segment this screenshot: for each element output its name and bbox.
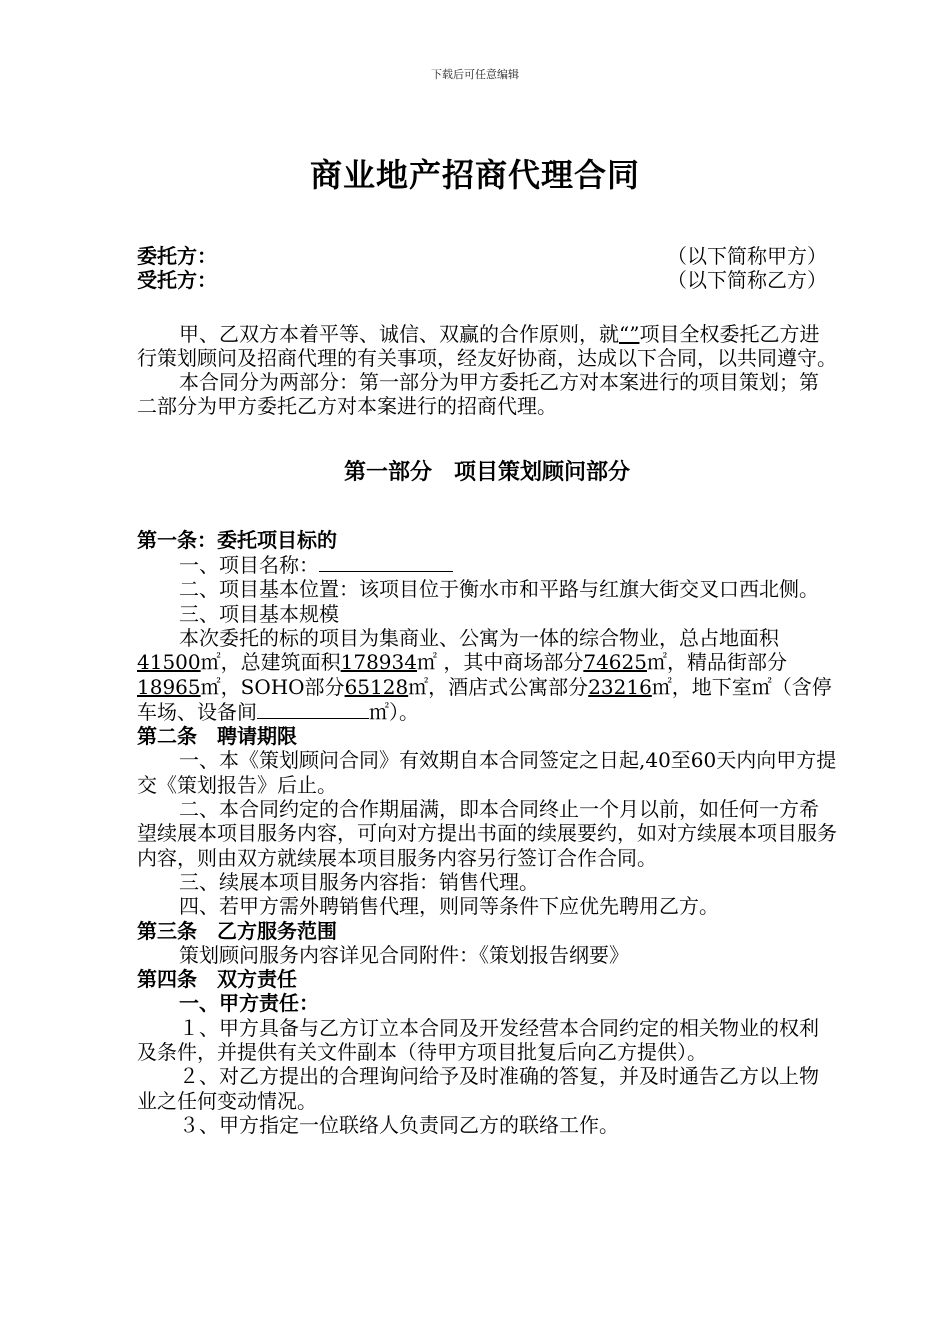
article-1-item-2: 二、项目基本位置：该项目位于衡水市和平路与红旗大街交叉口西北侧。 bbox=[179, 577, 819, 602]
scale-text-d: ㎡，精品街部分 bbox=[646, 650, 787, 675]
article-2-heading: 第二条 聘请期限 bbox=[137, 724, 297, 749]
scale-text-b: ㎡，总建筑面积 bbox=[200, 650, 341, 675]
area-total-land: 41500 bbox=[137, 650, 201, 675]
party-client-note: （以下简称甲方） bbox=[667, 244, 827, 268]
article-1-heading: 第一条：委托项目标的 bbox=[137, 527, 337, 552]
scale-text-h: ㎡）。 bbox=[369, 699, 419, 724]
intro-text-b: 项目全权委托乙方进行策划顾问及招商代理的有关事项，经友好协商，达成以下合同，以共同遵守。 bbox=[137, 321, 837, 370]
scale-text-g: ㎡，地下室㎡（含停车场、设备间 bbox=[137, 674, 832, 724]
article-3-heading: 第三条 乙方服务范围 bbox=[137, 918, 337, 943]
scale-text-a: 本次委托的标的项目为集商业、公寓为一体的综合物业，总占地面积 bbox=[179, 625, 779, 650]
document-body bbox=[137, 244, 837, 1137]
party-client bbox=[137, 244, 837, 268]
area-total-build: 178934 bbox=[340, 650, 417, 675]
area-mall: 74625 bbox=[583, 650, 647, 675]
scale-text-c: ㎡ ，其中商场部分 bbox=[416, 650, 584, 675]
area-soho: 65128 bbox=[344, 674, 409, 699]
project-name-blank bbox=[319, 552, 453, 572]
scale-text-e: ㎡，SOHO部分 bbox=[200, 674, 345, 699]
project-name-label: 一、项目名称： bbox=[179, 553, 319, 578]
intro-paragraph-1 bbox=[137, 322, 837, 371]
basement-area-blank bbox=[257, 699, 369, 719]
part-one-title: 第一部分 项目策划顾问部分 bbox=[343, 459, 630, 485]
party-agent bbox=[137, 268, 837, 292]
party-agent-note: （以下简称乙方） bbox=[667, 268, 827, 293]
page-title: 商业地产招商代理合同 bbox=[309, 156, 640, 194]
article-2-item-1: 一、本《策划顾问合同》有效期自本合同签定之日起,40至60天内向甲方提交《策划报告》后止。 bbox=[137, 748, 837, 797]
intro-text-a: 甲、乙双方本着平等、诚信、双赢的合作原则，就 bbox=[179, 321, 619, 346]
article-4-item-3: ３、甲方指定一位联络人负责同乙方的联络工作。 bbox=[179, 1112, 619, 1137]
article-4-sub-heading: 一、甲方责任： bbox=[179, 991, 319, 1016]
article-1-item-3: 三、项目基本规模 bbox=[179, 601, 339, 626]
party-agent-label: 受托方： bbox=[137, 268, 217, 293]
scale-text-f: ㎡，酒店式公寓部分 bbox=[408, 674, 589, 699]
article-4-item-1: １、甲方具备与乙方订立本合同及开发经营本合同约定的相关物业的权利及条件，并提供有关文件副本（待甲方项目批复后向乙方提供）。 bbox=[137, 1015, 819, 1065]
project-name-quote: “” bbox=[619, 321, 640, 346]
article-2-item-4: 四、若甲方需外聘销售代理，则同等条件下应优先聘用乙方。 bbox=[179, 894, 719, 919]
party-client-label: 委托方： bbox=[137, 244, 217, 268]
article-1-item-1 bbox=[137, 552, 837, 577]
header-note: 下载后可任意编辑 bbox=[431, 68, 519, 81]
article-4-item-2: ２、对乙方提出的合理询问给予及时准确的答复，并及时通告乙方以上物业之任何变动情况。 bbox=[137, 1064, 819, 1113]
area-street: 18965 bbox=[137, 674, 201, 699]
article-3-item-1: 策划顾问服务内容详见合同附件：《策划报告纲要》 bbox=[179, 942, 629, 967]
article-2-item-3: 三、续展本项目服务内容指：销售代理。 bbox=[179, 869, 539, 894]
article-1-scale-paragraph bbox=[137, 626, 837, 724]
area-hotel: 23216 bbox=[588, 674, 652, 699]
intro-paragraph-2: 本合同分为两部分：第一部分为甲方委托乙方对本案进行的项目策划；第二部分为甲方委托乙方对本案进行的招商代理。 bbox=[137, 370, 819, 419]
article-2-item-2: 二、本合同约定的合作期届满，即本合同终止一个月以前，如任何一方希望续展本项目服务内容，可向对方提出书面的续展要约，如对方续展本项目服务内容，则由双方就续展本项目服务内容另行签订合作合同。 bbox=[137, 797, 837, 870]
article-4-heading: 第四条 双方责任 bbox=[137, 967, 297, 992]
